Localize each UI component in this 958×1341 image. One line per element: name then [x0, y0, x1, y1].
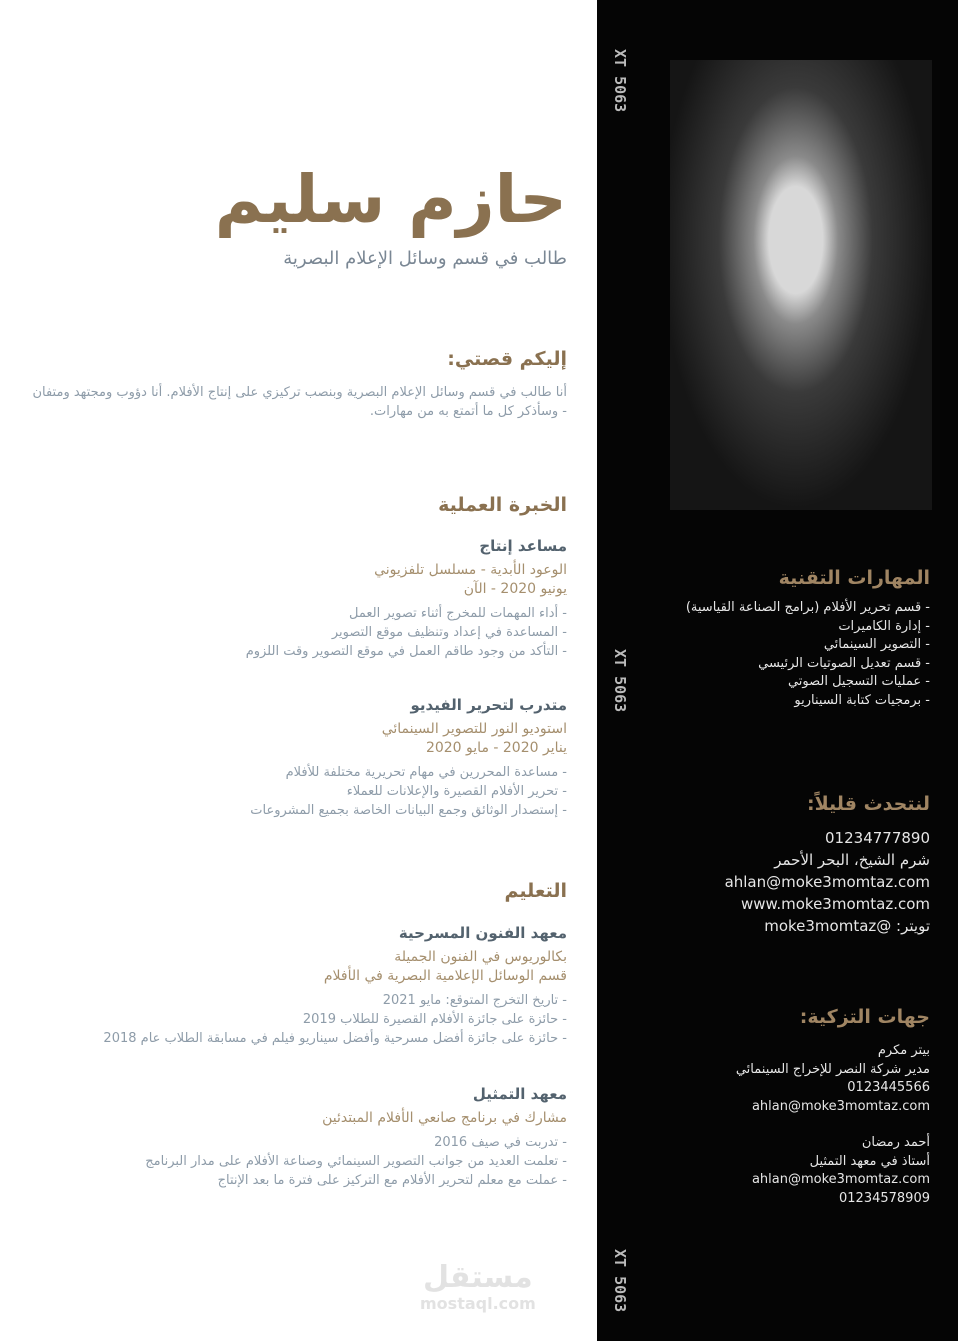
bullet: - تعلمت العديد من جوانب التصوير السينمائي وصناعة الأفلام على مدار البرنامج [145, 1154, 567, 1169]
film-strip-label: XT 5063 [611, 1249, 629, 1313]
education-entry [145, 1085, 567, 1190]
watermark-arabic: مستقل [423, 1260, 533, 1295]
person-name: حازم سليم [214, 161, 567, 238]
bullet: - عملت مع معلم لتحرير الأفلام مع التركيز على فترة ما بعد الإنتاج [217, 1173, 567, 1188]
reference-role: مدير شركة النصر للإخراج السينمائي [735, 1061, 930, 1077]
job-entry [250, 696, 567, 820]
reference-phone: 0123445566 [847, 1080, 930, 1095]
reference-name: أحمد رمضان [861, 1135, 930, 1150]
contact-heading: لنتحدث قليلاً: [807, 793, 930, 815]
school-name: معهد الفنون المسرحية [398, 924, 567, 942]
contact-section [725, 793, 930, 937]
film-strip-label: XT 5063 [611, 49, 629, 113]
story-text [27, 383, 567, 421]
bullet: - حائزة على جائزة أفضل مسرحية وأفضل سيناريو فيلم في مسابقة الطلاب عام 2018 [103, 1031, 567, 1046]
reference-phone: 01234578909 [839, 1190, 930, 1206]
skill-item: - إدارة الكاميرات [838, 618, 930, 634]
job-dates: يناير 2020 - مايو 2020 [425, 740, 567, 756]
skill-item: - قسم تحرير الأفلام (برامج الصناعة القياسية) [685, 600, 930, 615]
reference-email[interactable]: ahlan@moke3momtaz.com [751, 1098, 930, 1114]
references-section [736, 1006, 930, 1208]
skill-item: - عمليات التسجيل الصوتي [787, 674, 930, 689]
sidebar [597, 0, 958, 1341]
reference-email[interactable]: ahlan@moke3momtaz.com [751, 1172, 930, 1187]
bullet: - مساعدة المحررين في مهام تحريرية مختلفة للأفلام [285, 765, 567, 780]
school-name: معهد التمثيل [472, 1085, 567, 1103]
contact-email[interactable]: ahlan@moke3momtaz.com [724, 873, 930, 891]
job-bullets [250, 763, 567, 820]
education-entry [103, 924, 567, 1048]
watermark-logo [420, 1262, 536, 1313]
person-subtitle: طالب في قسم وسائل الإعلام البصرية [283, 248, 567, 269]
bullet: - إستصدار الوثائق وجمع البيانات الخاصة بجميع المشروعات [250, 803, 567, 818]
job-dates: يونيو 2020 - الآن [463, 581, 567, 597]
bullet: - تحرير الأفلام القصيرة والإعلانات للعملاء [346, 784, 567, 799]
job-company: استوديو النور للتصوير السينمائي [381, 721, 567, 737]
story-heading: إليكم قصتي: [447, 348, 567, 370]
references-heading: جهات التزكية: [799, 1006, 930, 1028]
bullet: - تاريخ التخرج المتوقع: مايو 2021 [382, 993, 567, 1008]
education-bullets [145, 1133, 567, 1190]
skill-item: - قسم تعديل الصوتيات الرئيسي [758, 655, 930, 671]
education-bullets [103, 991, 567, 1048]
degree: مشارك في برنامج صانعي الأفلام المبتدئين [322, 1110, 567, 1126]
degree: بكالوريوس في الفنون الجميلة [394, 949, 567, 965]
contact-location: شرم الشيخ، البحر الأحمر [774, 851, 930, 869]
profile-photo [670, 60, 932, 510]
bullet: - المساعدة في إعداد وتنظيف موقع التصوير [331, 625, 567, 640]
department: قسم الوسائل الإعلامية البصرية في الأفلام [323, 968, 567, 984]
bullet: - أداء المهمات للمخرج أثناء تصوير العمل [349, 606, 567, 621]
job-title: مساعد إنتاج [479, 537, 567, 555]
contact-twitter[interactable]: تويتر: @moke3momtaz [764, 917, 930, 935]
bullet: - تدربت في صيف 2016 [434, 1135, 567, 1150]
watermark-latin: mostaql.com [420, 1294, 536, 1313]
film-strip-label: XT 5063 [611, 649, 629, 713]
job-bullets [246, 604, 567, 661]
story-line: أنا طالب في قسم وسائل الإعلام البصرية وبنصب تركيزي على إنتاج الأفلام. أنا دؤوب ومجتهد ومتفان [32, 385, 567, 400]
bullet: - التأكد من وجود طاقم العمل في موقع التصوير وقت اللزوم [245, 644, 567, 659]
reference-name: بيتر مكرم [877, 1043, 930, 1058]
job-title: متدرب لتحرير الفيديو [410, 696, 567, 714]
contact-website[interactable]: www.moke3momtaz.com [740, 895, 930, 913]
job-company: الوعود الأبدية - مسلسل تلفزيوني [374, 562, 567, 578]
bullet: - حائزة على جائزة الأفلام القصيرة للطلاب 2019 [302, 1012, 567, 1027]
story-line: - وسأذكر كل ما أتمتع به من مهارات. [369, 404, 567, 419]
skills-heading: المهارات التقنية [778, 567, 930, 589]
skill-item: - التصوير السينمائي [823, 637, 930, 652]
skills-section [686, 567, 930, 710]
job-entry [246, 537, 567, 661]
education-heading: التعليم [504, 880, 567, 902]
reference-role: أستاذ في معهد التمثيل [809, 1153, 930, 1169]
experience-heading: الخبرة العملية [438, 494, 567, 516]
contact-phone: 01234777890 [825, 829, 930, 847]
skill-item: - برمجيات كتابة السيناريو [794, 692, 930, 708]
